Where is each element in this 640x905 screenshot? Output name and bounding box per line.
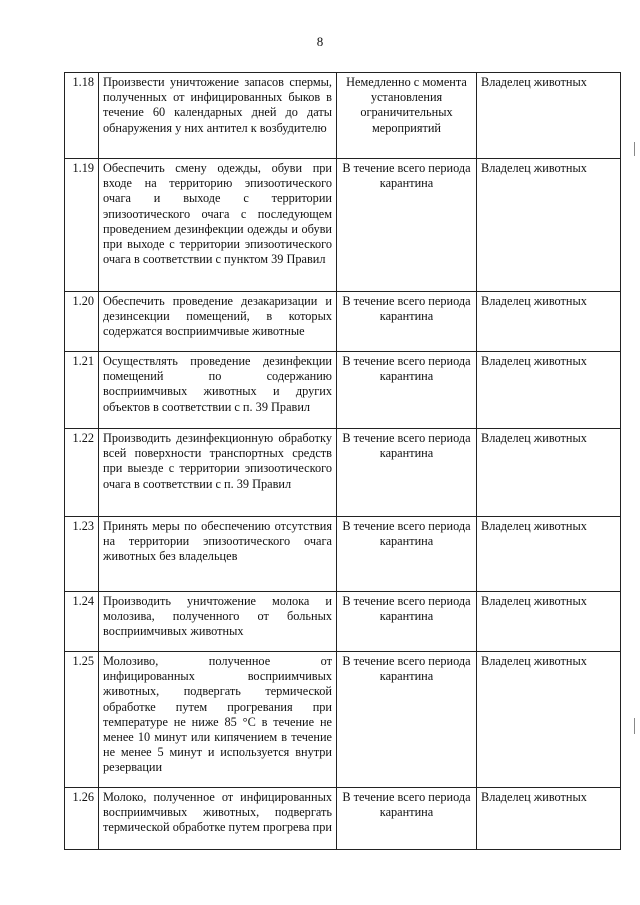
row-responsible: Владелец животных (477, 592, 621, 652)
row-action: Произвести уничтожение запасов спермы, полученных от инфицированных быков в течение 60 календарных дней до даты обнаружения у них антител к возбудителю (99, 73, 337, 159)
table-row (65, 73, 621, 159)
row-number: 1.26 (65, 788, 99, 850)
row-action: Осуществлять проведение дезинфекции помещений по содержанию восприимчивых животных и других объектов в соответствии с п. 39 Правил (99, 352, 337, 429)
row-number: 1.20 (65, 292, 99, 352)
row-action: Молоко, полученное от инфицированных восприимчивых животных, подвергать термической обработке путем прогрева при (99, 788, 337, 850)
row-number: 1.22 (65, 429, 99, 517)
row-responsible: Владелец животных (477, 517, 621, 592)
row-action: Обеспечить проведение дезакаризации и дезинсекции помещений, в которых содержатся восприимчивые животные (99, 292, 337, 352)
row-number: 1.18 (65, 73, 99, 159)
row-number: 1.23 (65, 517, 99, 592)
row-term: В течение всего периода карантина (337, 652, 477, 788)
row-action: Обеспечить смену одежды, обуви при входе на территорию эпизоотического очага и выходе с территории эпизоотического очага с последующем проведением дезинфекции одежды и обуви при выходе с территории эпизоотического очага в соответствии с пунктом 39 Правил (99, 159, 337, 292)
measures-table (64, 72, 621, 850)
page-number: 8 (316, 34, 324, 49)
table-row (65, 429, 621, 517)
row-term: В течение всего периода карантина (337, 292, 477, 352)
row-term: В течение всего периода карантина (337, 429, 477, 517)
table-row (65, 652, 621, 788)
row-responsible: Владелец животных (477, 73, 621, 159)
row-term: В течение всего периода карантина (337, 788, 477, 850)
scan-artifact-mark (634, 718, 635, 734)
row-number: 1.21 (65, 352, 99, 429)
table-row (65, 352, 621, 429)
scan-artifact-mark (634, 142, 635, 156)
row-number: 1.25 (65, 652, 99, 788)
row-responsible: Владелец животных (477, 429, 621, 517)
table-row (65, 788, 621, 850)
row-responsible: Владелец животных (477, 159, 621, 292)
table-row (65, 292, 621, 352)
row-responsible: Владелец животных (477, 352, 621, 429)
row-responsible: Владелец животных (477, 292, 621, 352)
row-responsible: Владелец животных (477, 788, 621, 850)
row-action: Принять меры по обеспечению отсутствия на территории эпизоотического очага животных без владельцев (99, 517, 337, 592)
row-action: Производить дезинфекционную обработку всей поверхности транспортных средств при выезде с территории эпизоотического очага в соответствии с п. 39 Правил (99, 429, 337, 517)
row-term: Немедленно с момента установления ограничительных мероприятий (337, 73, 477, 159)
table-row (65, 517, 621, 592)
row-term: В течение всего периода карантина (337, 517, 477, 592)
row-term: В течение всего периода карантина (337, 352, 477, 429)
row-responsible: Владелец животных (477, 652, 621, 788)
table-row (65, 159, 621, 292)
row-action: Молозиво, полученное от инфицированных восприимчивых животных, подвергать термической обработке путем прогревания при температуре не ниже 85 °С в течение не менее 10 минут или кипячением в течение не менее 5 минут и используется внутри резервации (99, 652, 337, 788)
row-number: 1.24 (65, 592, 99, 652)
row-term: В течение всего периода карантина (337, 592, 477, 652)
row-action: Производить уничтожение молока и молозива, полученного от больных восприимчивых животных (99, 592, 337, 652)
row-number: 1.19 (65, 159, 99, 292)
row-term: В течение всего периода карантина (337, 159, 477, 292)
table-row (65, 592, 621, 652)
